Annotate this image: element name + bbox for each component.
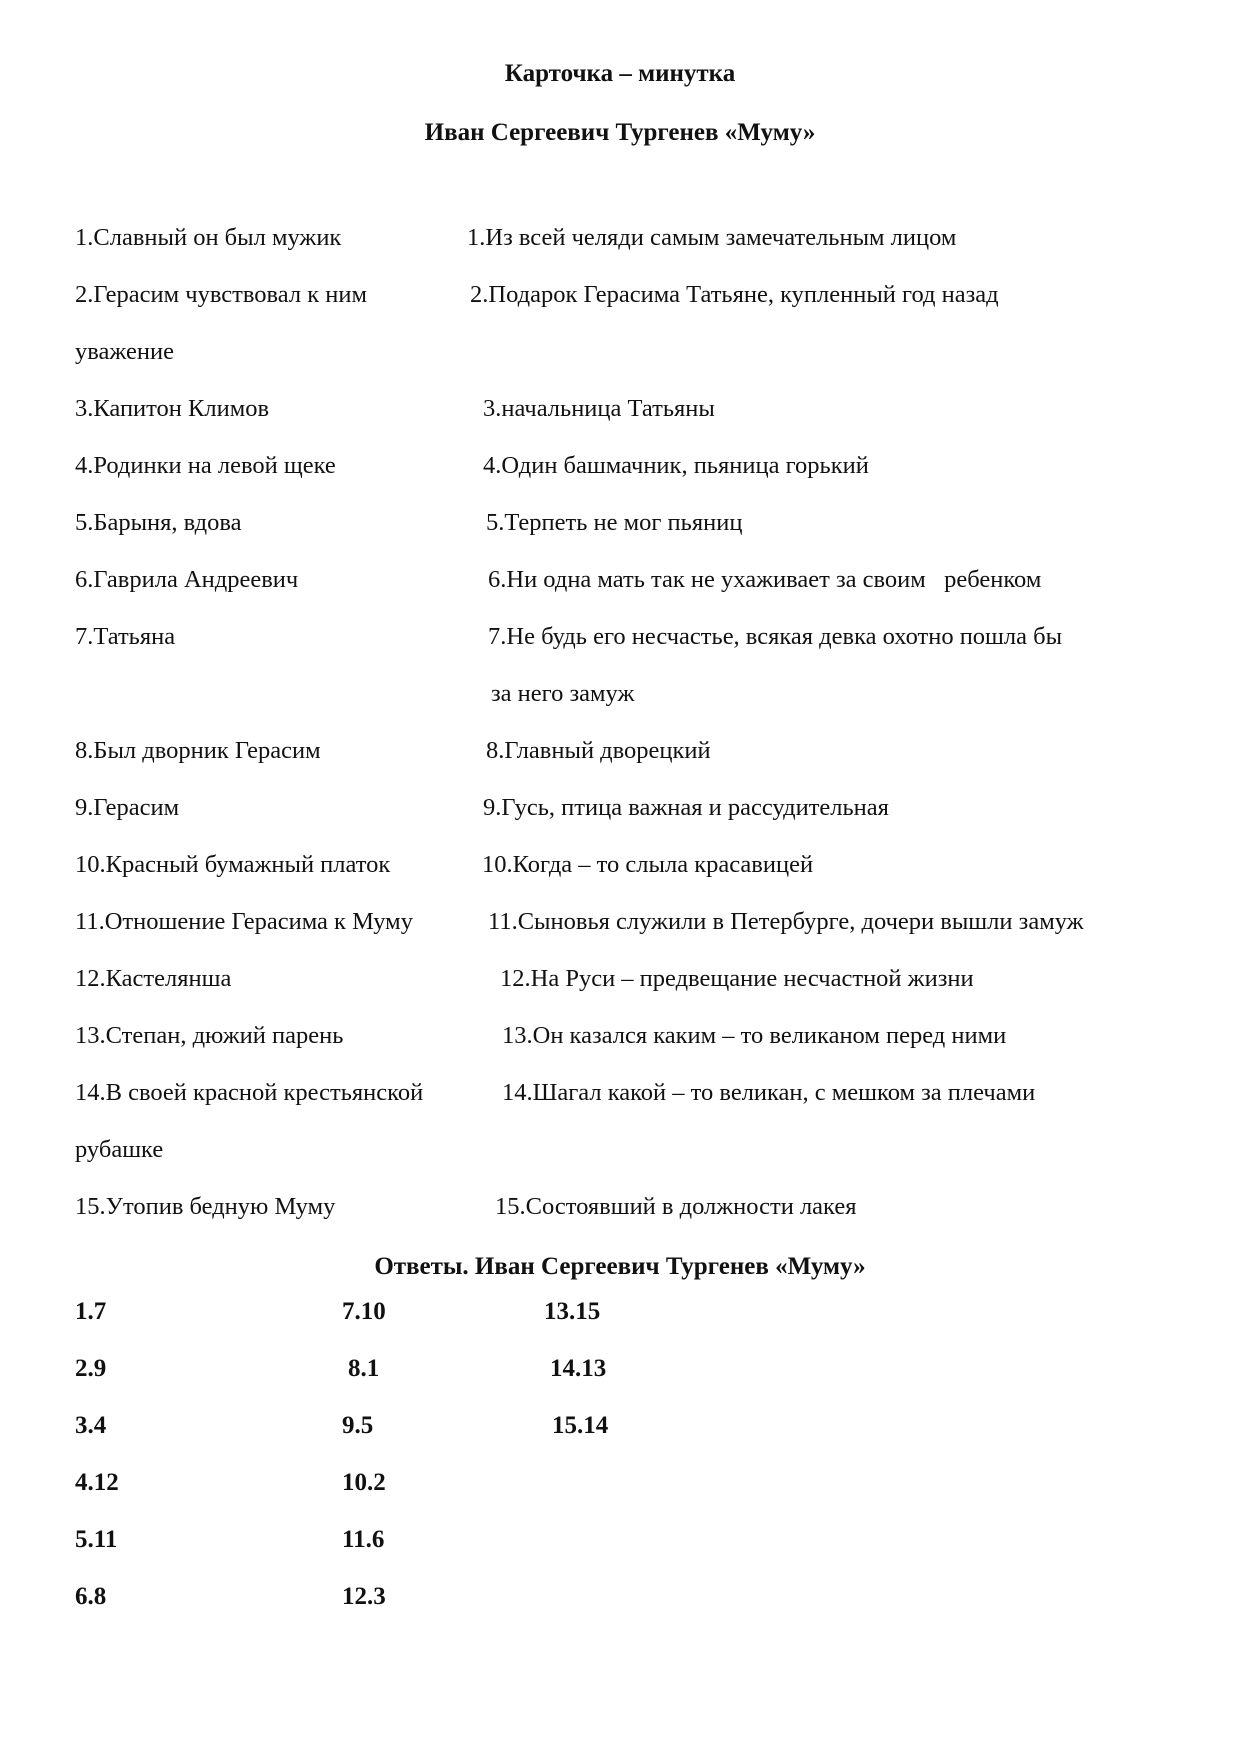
task-row-3 [0, 394, 1240, 424]
right-item-7: 7.Не будь его несчастье, всякая девка охотно пошла бы [488, 623, 1063, 650]
right-item-10: 10.Когда – то слыла красавицей [482, 851, 814, 878]
answer-1: 1.7 [75, 1298, 107, 1325]
task-row-7 [0, 622, 1240, 652]
answer-7: 7.10 [342, 1298, 386, 1325]
task-row-9 [0, 793, 1240, 823]
task-row-6 [0, 565, 1240, 595]
task-row-2 [0, 280, 1240, 310]
task-row-8 [0, 736, 1240, 766]
task-row-5 [0, 508, 1240, 538]
right-item-15: 15.Состоявший в должности лакея [495, 1193, 857, 1220]
right-item-5: 5.Терпеть не мог пьяниц [486, 509, 743, 536]
left-item-3: 3.Капитон Климов [75, 395, 270, 422]
card-title: Карточка – минутка [504, 60, 736, 87]
right-item-14: 14.Шагал какой – то великан, с мешком за плечами [502, 1079, 1036, 1106]
answers-title: Ответы. Иван Сергеевич Тургенев «Муму» [374, 1253, 866, 1280]
left-item-11: 11.Отношение Герасима к Муму [75, 908, 413, 935]
left-item-14-continued: рубашке [75, 1136, 164, 1163]
right-item-4: 4.Один башмачник, пьяница горький [483, 452, 869, 479]
task-row-1 [0, 223, 1240, 253]
left-item-14: 14.В своей красной крестьянской [75, 1079, 424, 1106]
right-item-12: 12.На Руси – предвещание несчастной жизни [500, 965, 974, 992]
left-item-2-continued: уважение [75, 338, 174, 365]
task-row-13 [0, 1021, 1240, 1051]
right-item-6: 6.Ни одна мать так не ухаживает за своим ребенком [488, 566, 1042, 593]
right-item-11: 11.Сыновья служили в Петербурге, дочери вышли замуж [488, 908, 1084, 935]
left-item-4: 4.Родинки на левой щеке [75, 452, 336, 479]
answers-row-5 [0, 1525, 1240, 1555]
left-item-2: 2.Герасим чувствовал к ним [75, 281, 367, 308]
work-title: Иван Сергеевич Тургенев «Муму» [424, 119, 816, 146]
left-item-6: 6.Гаврила Андреевич [75, 566, 299, 593]
right-item-8: 8.Главный дворецкий [486, 737, 711, 764]
left-item-13: 13.Степан, дюжий парень [75, 1022, 344, 1049]
answer-3: 3.4 [75, 1412, 107, 1439]
answers-row-1 [0, 1297, 1240, 1327]
right-item-9: 9.Гусь, птица важная и рассудительная [483, 794, 889, 821]
answer-15: 15.14 [552, 1412, 609, 1439]
left-item-10: 10.Красный бумажный платок [75, 851, 391, 878]
task-row-11 [0, 907, 1240, 937]
task-row-14-continued [0, 1135, 1240, 1165]
right-item-7-continued: за него замуж [491, 680, 635, 707]
answer-6: 6.8 [75, 1583, 107, 1610]
left-item-9: 9.Герасим [75, 794, 180, 821]
left-item-7: 7.Татьяна [75, 623, 176, 650]
task-row-10 [0, 850, 1240, 880]
answer-11: 11.6 [342, 1526, 385, 1553]
task-row-14 [0, 1078, 1240, 1108]
right-item-13: 13.Он казался каким – то великаном перед ними [502, 1022, 1007, 1049]
left-item-5: 5.Барыня, вдова [75, 509, 242, 536]
answers-row-4 [0, 1468, 1240, 1498]
left-item-12: 12.Кастелянша [75, 965, 232, 992]
answer-14: 14.13 [550, 1355, 607, 1382]
answer-5: 5.11 [75, 1526, 118, 1553]
left-item-8: 8.Был дворник Герасим [75, 737, 321, 764]
left-item-15: 15.Утопив бедную Муму [75, 1193, 336, 1220]
answer-9: 9.5 [342, 1412, 374, 1439]
right-item-3: 3.начальница Татьяны [483, 395, 715, 422]
left-item-1: 1.Славный он был мужик [75, 224, 342, 251]
answer-8: 8.1 [348, 1355, 380, 1382]
answer-13: 13.15 [544, 1298, 601, 1325]
task-row-7-continued [0, 679, 1240, 709]
task-row-12 [0, 964, 1240, 994]
task-row-15 [0, 1192, 1240, 1222]
answers-row-6 [0, 1582, 1240, 1612]
answer-2: 2.9 [75, 1355, 107, 1382]
task-row-4 [0, 451, 1240, 481]
answers-row-3 [0, 1411, 1240, 1441]
right-item-1: 1.Из всей челяди самым замечательным лицом [467, 224, 957, 251]
answers-row-2 [0, 1354, 1240, 1384]
right-item-2: 2.Подарок Герасима Татьяне, купленный год назад [470, 281, 999, 308]
answer-10: 10.2 [342, 1469, 386, 1496]
answer-4: 4.12 [75, 1469, 119, 1496]
task-row-2-continued [0, 337, 1240, 367]
answer-12: 12.3 [342, 1583, 386, 1610]
